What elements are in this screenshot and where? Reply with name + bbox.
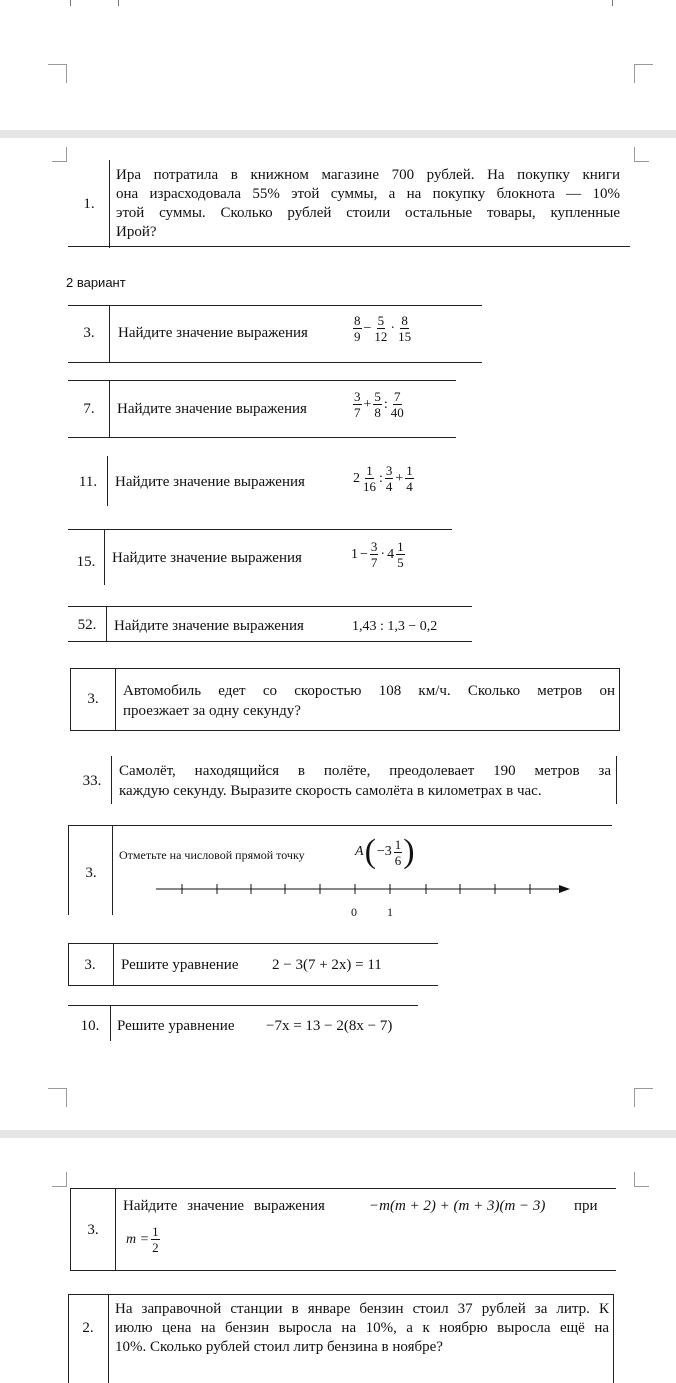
- task-text-line: Самолёт, находящийся в полёте, преодолевает 190 метров за: [119, 763, 611, 779]
- task-text-line: 10%. Сколько рублей стоил литр бензина в ноябре?: [115, 1339, 443, 1355]
- page-corner-mark: [48, 64, 67, 83]
- equation: 2 − 3(7 + 2x) = 11: [272, 957, 382, 973]
- page-corner-mark: [634, 1088, 653, 1107]
- number-line: [150, 878, 580, 900]
- task-number: 3.: [87, 691, 99, 707]
- task-number: 10.: [80, 1018, 100, 1034]
- page-corner-mark: [634, 64, 653, 83]
- task-number: 3.: [87, 1222, 99, 1238]
- page-gap: [0, 130, 676, 138]
- task-when: при: [574, 1198, 598, 1214]
- equation: −7x = 13 − 2(8x − 7): [266, 1018, 393, 1034]
- tick-label-0: 0: [351, 905, 357, 919]
- task-number: 11.: [78, 474, 98, 490]
- page-corner-mark: [634, 147, 649, 162]
- task-text-line: Автомобиль едет со скоростью 108 км/ч. Сколько метров он: [123, 683, 615, 699]
- task-number: 3.: [85, 865, 97, 881]
- task-text-line: июлю цена на бензин выросла на 10%, а к ноябрю выросла ещё на: [115, 1320, 609, 1336]
- task-text-line: она израсходовала 55% этой суммы, а на покупку блокнота — 10%: [116, 186, 620, 202]
- task-label: Решите уравнение: [121, 957, 239, 973]
- math-expression: $\frac{3}{7}$ + $\frac{5}{8}$ : $\frac{7}{40}$: [354, 389, 404, 420]
- task-label: Отметьте на числовой прямой точку: [119, 848, 305, 862]
- page-corner-mark: [52, 147, 67, 162]
- task-text-line: На заправочной станции в январе бензин стоил 37 рублей за литр. К: [115, 1301, 609, 1317]
- math-expression: 1,43 : 1,3 − 0,2: [352, 619, 438, 634]
- task-number: 7.: [83, 401, 95, 417]
- variant-label: 2 вариант: [66, 275, 126, 290]
- task-label: Найдите значение выражения: [112, 550, 302, 566]
- task-text-line: проезжает за одну секунду?: [123, 703, 301, 719]
- task-number: 3.: [83, 325, 95, 341]
- page-gap: [0, 1130, 676, 1138]
- task-text-line: Ирой?: [116, 224, 157, 240]
- task-number: 3.: [84, 957, 96, 973]
- math-expression: −m(m + 2) + (m + 3)(m − 3): [369, 1198, 546, 1214]
- task-label: Найдите значение выражения: [115, 474, 305, 490]
- task-number: 52.: [77, 617, 97, 633]
- task-label: Решите уравнение: [117, 1018, 235, 1034]
- task-label: Найдите значение выражения: [123, 1198, 325, 1214]
- m-value: m = $\frac{1}{2}$: [126, 1224, 159, 1255]
- math-expression: $\frac{8}{9}$ − $\frac{5}{12}$ · $\frac{8}{15}$: [354, 313, 412, 344]
- task-number: 2.: [82, 1320, 94, 1336]
- tick-label-1: 1: [387, 905, 393, 919]
- top-page-edge: [0, 0, 676, 6]
- task-text-line: Ира потратила в книжном магазине 700 рублей. На покупку книги: [116, 167, 620, 183]
- math-expression: 2 $\frac{1}{16}$ : $\frac{3}{4}$ + $\frac{1}{4}$: [353, 463, 413, 494]
- task-label: Найдите значение выражения: [117, 401, 307, 417]
- task-label: Найдите значение выражения: [118, 325, 308, 341]
- page-corner-mark: [48, 1088, 67, 1107]
- task-number: 15.: [76, 554, 96, 570]
- task-text-line: этой суммы. Сколько рублей стоили остальные товары, купленные: [116, 205, 620, 221]
- page-corner-mark: [52, 1172, 67, 1187]
- task-number: 1.: [83, 196, 95, 212]
- math-expression: 1 − $\frac{3}{7}$ · 4 $\frac{1}{5}$: [351, 539, 404, 570]
- point-expression: A ( −3 $\frac{1}{6}$ ): [355, 833, 415, 870]
- page-corner-mark: [634, 1172, 649, 1187]
- task-text-line: каждую секунду. Выразите скорость самолёта в километрах в час.: [119, 783, 542, 799]
- task-number: 33.: [82, 773, 102, 789]
- task-label: Найдите значение выражения: [114, 618, 304, 634]
